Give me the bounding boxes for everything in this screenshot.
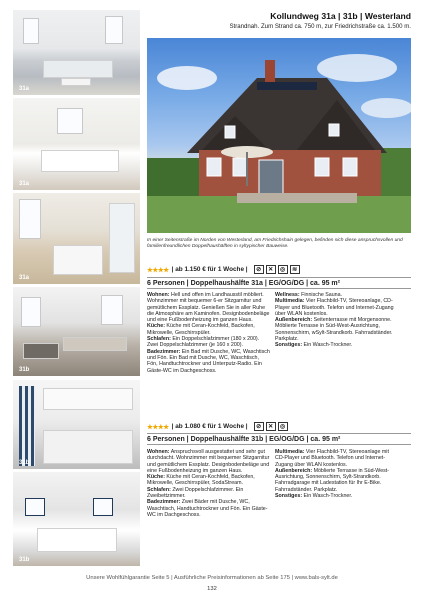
photo-label: 31b [19,460,30,466]
kitchen-counter [43,430,133,464]
no-pets-icon: ✕ [266,422,276,431]
unit-heading-31b: 6 Personen | Doppelhaushälfte 31b | EG/OG/DG | ca. 95 m² [147,433,411,445]
photo-label: 31b [19,557,30,563]
detail-item: Außenbereich: Seitenterrasse mit Morgensonne. Möblierte Terrasse in Süd-West-Ausrichtung, Sonnenschirm, wSylt-Strandkorb. Fahrradständer. Parkplatz. [275,317,393,343]
photo-dining-31b [13,287,140,376]
bed [41,150,119,172]
image-caption: In einer Seitenstraße im Norden von Westerland, am Friedrichshain gelegen, befinden sich diese anspruchsvollen und familienfreundlichen Doppelhaushälften in syltypischer Bauweise. [147,238,403,250]
detail-item: Schlafen: Zwei Doppelschlafzimmer. Ein Zweibettzimmer. [147,486,244,500]
sauna-icon: ≋ [290,265,300,274]
star-rating: ★★★★ [147,266,169,274]
detail-item: Wellness: Finnische Sauna. [275,292,343,298]
photo-label: 31a [19,275,30,281]
no-smoking-icon: ⊘ [254,422,264,431]
detail-item: Badezimmer: Zwei Bäder mit Dusche, WC, Waschtisch, Handtuchtrockner und Fön. Ein Gäste-WC im Dachgeschoss. [147,499,268,518]
photo-bedroom-31b [13,472,140,566]
details-left-31a [147,292,271,374]
sofa [23,343,59,359]
window [25,498,45,516]
window [57,108,83,134]
details-left-31b [147,449,271,518]
upper-cabinets [43,388,133,410]
window [101,295,123,325]
rating-row-31a [147,264,411,275]
window [105,16,123,44]
no-pets-icon: ✕ [266,265,276,274]
detail-item: Schlafen: Ein Doppelschlafzimmer (180 x 200). Zwei Doppelschlafzimmer (je 160 x 200). [147,336,260,349]
pictogram-row [254,422,288,431]
shower [109,203,135,273]
photo-label: 31b [19,367,30,373]
photo-living-room-31a [13,10,140,95]
washing-machine-icon: ◎ [278,422,288,431]
star-rating: ★★★★ [147,423,169,431]
sofa [43,60,113,78]
bed [37,528,117,552]
curtain [19,386,35,466]
window [21,297,41,327]
detail-item: Wohnen: Anspruchsvoll ausgestattet und sehr gut durchdacht. Wohnzimmer mit bequemer Sitzgarnitur und gemütlichem Essplatz. Designbodenbeläge und eine Fußbodenheizung im ganzen Haus. [147,449,270,474]
coffee-table [61,78,91,86]
house-illustration [147,38,411,233]
pictogram-row [254,265,300,274]
photo-bathroom-31a [13,193,140,284]
window [23,18,39,44]
details-right-31a [275,292,399,349]
detail-item: Küche: Küche mit Ceran-Kochfeld, Backofen, Mikrowelle, Geschirrspüler, SodaStream. [147,474,255,487]
window [19,199,41,239]
hero-photo-house [147,38,411,233]
footer-links: Unsere Wohlfühlgarantie Seite 5 | Ausführliche Preisinformationen ab Seite 175 | www.bals-sylt.de [86,575,338,581]
photo-label: 31a [19,86,30,92]
vanity [53,245,103,275]
page-title: Kollundweg 31a | 31b | Westerland [270,11,411,21]
page-subtitle: Strandnah. Zum Strand ca. 750 m, zur Friedrichstraße ca. 1.500 m. [229,23,411,30]
photo-bedroom-31a [13,98,140,190]
window [93,498,113,516]
detail-item: Küche: Küche mit Ceran-Kochfeld, Backofen, Mikrowelle, Geschirrspüler. [147,323,255,336]
detail-item: Multimedia: Vier Flachbild-TV, Stereoanlage, CD-Player und Bluetooth. Telefon und Internet-Zugang über WLAN kostenlos. [275,298,394,317]
price-label: | ab 1.150 € für 1 Woche | [171,266,248,273]
dining-table [63,337,127,351]
washing-machine-icon: ◎ [278,265,288,274]
detail-item: Badezimmer: Ein Bad mit Dusche, WC, Waschtisch und Fön. Ein Bad mit Dusche, WC, Waschtisch, Fön, Handtuchtrockner und Unterputz-Radio. Ein Gäste-WC im Dachgeschoss. [147,348,270,374]
details-right-31b [275,449,399,499]
photo-kitchen-31b [13,380,140,469]
rating-row-31b [147,421,411,432]
detail-item: Sonstiges: Ein Wasch-Trockner. [275,342,353,349]
photo-label: 31a [19,181,30,187]
detail-item: Wohnen: Hell und offen im Landhausstil möbliert. Wohnzimmer mit bequemer 6-er Sitzgarnitur und gemütlichem Essplatz. Genießen Sie in aller Ruhe die Atmosphäre am Kaminofen. Designbodenbeläge und eine Fußbodenheizung im ganzen Haus. [147,292,270,324]
unit-heading-31a: 6 Personen | Doppelhaushälfte 31a | EG/OG/DG | ca. 95 m² [147,277,411,289]
price-label: | ab 1.080 € für 1 Woche | [171,423,248,430]
detail-item: Außenbereich: Möblierte Terrasse in Süd-West-Ausrichtung, Sonnenschirm, Sylt-Strandkorb. Fahrradgarage mit Ladestation für Ihr E-Bike. Fahrradständer. Parkplatz. [275,467,390,493]
detail-item: Multimedia: Vier Flachbild-TV, Stereoanlage mit CD-Player und Bluetooth. Telefon und Internet-Zugang über WLAN kostenlos. [275,449,389,468]
detail-item: Sonstiges: Ein Wasch-Trockner. [275,493,353,500]
page-number: 132 [207,586,217,592]
no-smoking-icon: ⊘ [254,265,264,274]
